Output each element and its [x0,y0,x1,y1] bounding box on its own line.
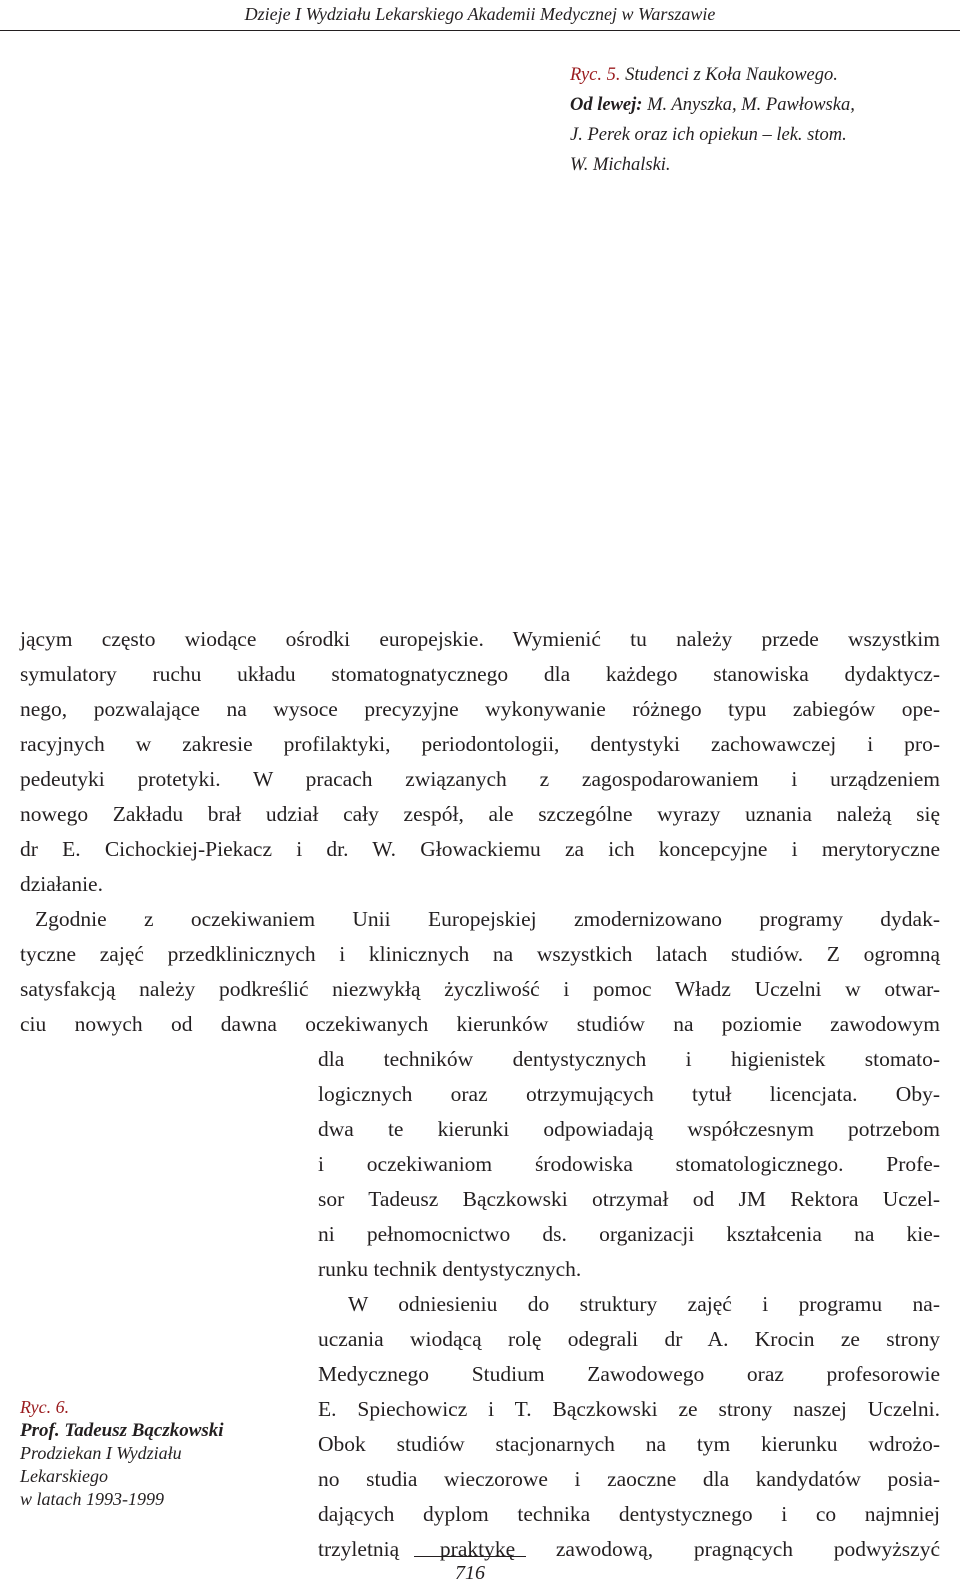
caption-6-line-1: Prodziekan I Wydziału [20,1443,182,1463]
footer-rule [414,1556,526,1557]
caption-6-label: Ryc. 6. [20,1397,70,1417]
body-line: nowego Zakładu brał udział cały zespół, ale szczególne wyrazy uznania należą się [20,802,940,826]
caption-6-line-2: Lekarskiego [20,1466,108,1486]
body-line: tyczne zajęć przedklinicznych i klinicznych na wszystkich latach studiów. Z ogromną [20,942,940,966]
caption-5-line-4: W. Michalski. [570,155,671,175]
body-line: satysfakcją należy podkreślić niezwykłą życzliwość i pomoc Władz Uczelni w otwar- [20,977,940,1001]
body-line: dla techników dentystycznych i higienistek stomato- [318,1047,940,1071]
body-line: logicznych oraz otrzymujących tytuł licencjata. Oby- [318,1082,940,1106]
caption-5-bold-lead: Od lewej: [570,95,643,115]
figure-caption-6 [20,1396,224,1511]
caption-5-title: Studenci z Koła Naukowego. [625,65,838,85]
running-header: Dzieje I Wydziału Lekarskiego Akademii Medycznej w Warszawie [244,4,716,24]
caption-5-names: M. Anyszka, M. Pawłowska, [647,95,855,115]
body-line: symulatory ruchu układu stomatognatycznego dla każdego stanowiska dydaktycz- [20,662,940,686]
body-line: trzyletnią praktykę zawodową, pragnących podwyższyć [318,1537,940,1561]
caption-5-label: Ryc. 5. [570,65,621,85]
body-line: dwa te kierunki odpowiadają współczesnym potrzebom [318,1117,940,1141]
body-line: Zgodnie z oczekiwaniem Unii Europejskiej zmodernizowano programy dydak- [35,907,940,931]
page-number: 716 [455,1562,485,1584]
body-line: jącym często wiodące ośrodki europejskie. Wymienić tu należy przede wszystkim [20,627,940,651]
body-line: i oczekiwaniom środowiska stomatologicznego. Profe- [318,1152,940,1176]
caption-6-name: Prof. Tadeusz Bączkowski [20,1420,224,1441]
body-line: racyjnych w zakresie profilaktyki, periodontologii, dentystyki zachowawczej i pro- [20,732,940,756]
body-line: działanie. [20,872,103,896]
caption-5-line-2 [570,90,855,120]
figure-caption-5 [570,60,855,180]
caption-5-line-3: J. Perek oraz ich opiekun – lek. stom. [570,125,847,145]
body-line: uczania wiodącą rolę odegrali dr A. Krocin ze strony [318,1327,940,1351]
body-line: no studia wieczorowe i zaoczne dla kandydatów posia- [318,1467,940,1491]
body-line: E. Spiechowicz i T. Bączkowski ze strony naszej Uczelni. [318,1397,940,1421]
body-line: dr E. Cichockiej-Piekacz i dr. W. Głowackiemu za ich koncepcyjne i merytoryczne [20,837,940,861]
body-line: Obok studiów stacjonarnych na tym kierunku wdrożo- [318,1432,940,1456]
body-line: sor Tadeusz Bączkowski otrzymał od JM Rektora Uczel- [318,1187,940,1211]
body-line: Medycznego Studium Zawodowego oraz profesorowie [318,1362,940,1386]
body-line: nego, pozwalające na wysoce precyzyjne wykonywanie różnego typu zabiegów ope- [20,697,940,721]
header-rule [0,30,960,31]
body-line: runku technik dentystycznych. [318,1257,582,1281]
caption-6-line-3: w latach 1993-1999 [20,1489,164,1509]
body-line: ciu nowych od dawna oczekiwanych kierunków studiów na poziomie zawodowym [20,1012,940,1036]
body-line: dających dyplom technika dentystycznego i co najmniej [318,1502,940,1526]
body-line: pedeutyki protetyki. W pracach związanych z zagospodarowaniem i urządzeniem [20,767,940,791]
body-line: ni pełnomocnictwo ds. organizacji kształcenia na kie- [318,1222,940,1246]
caption-5-line-1 [570,60,855,90]
body-line: W odniesieniu do struktury zajęć i programu na- [348,1292,940,1316]
